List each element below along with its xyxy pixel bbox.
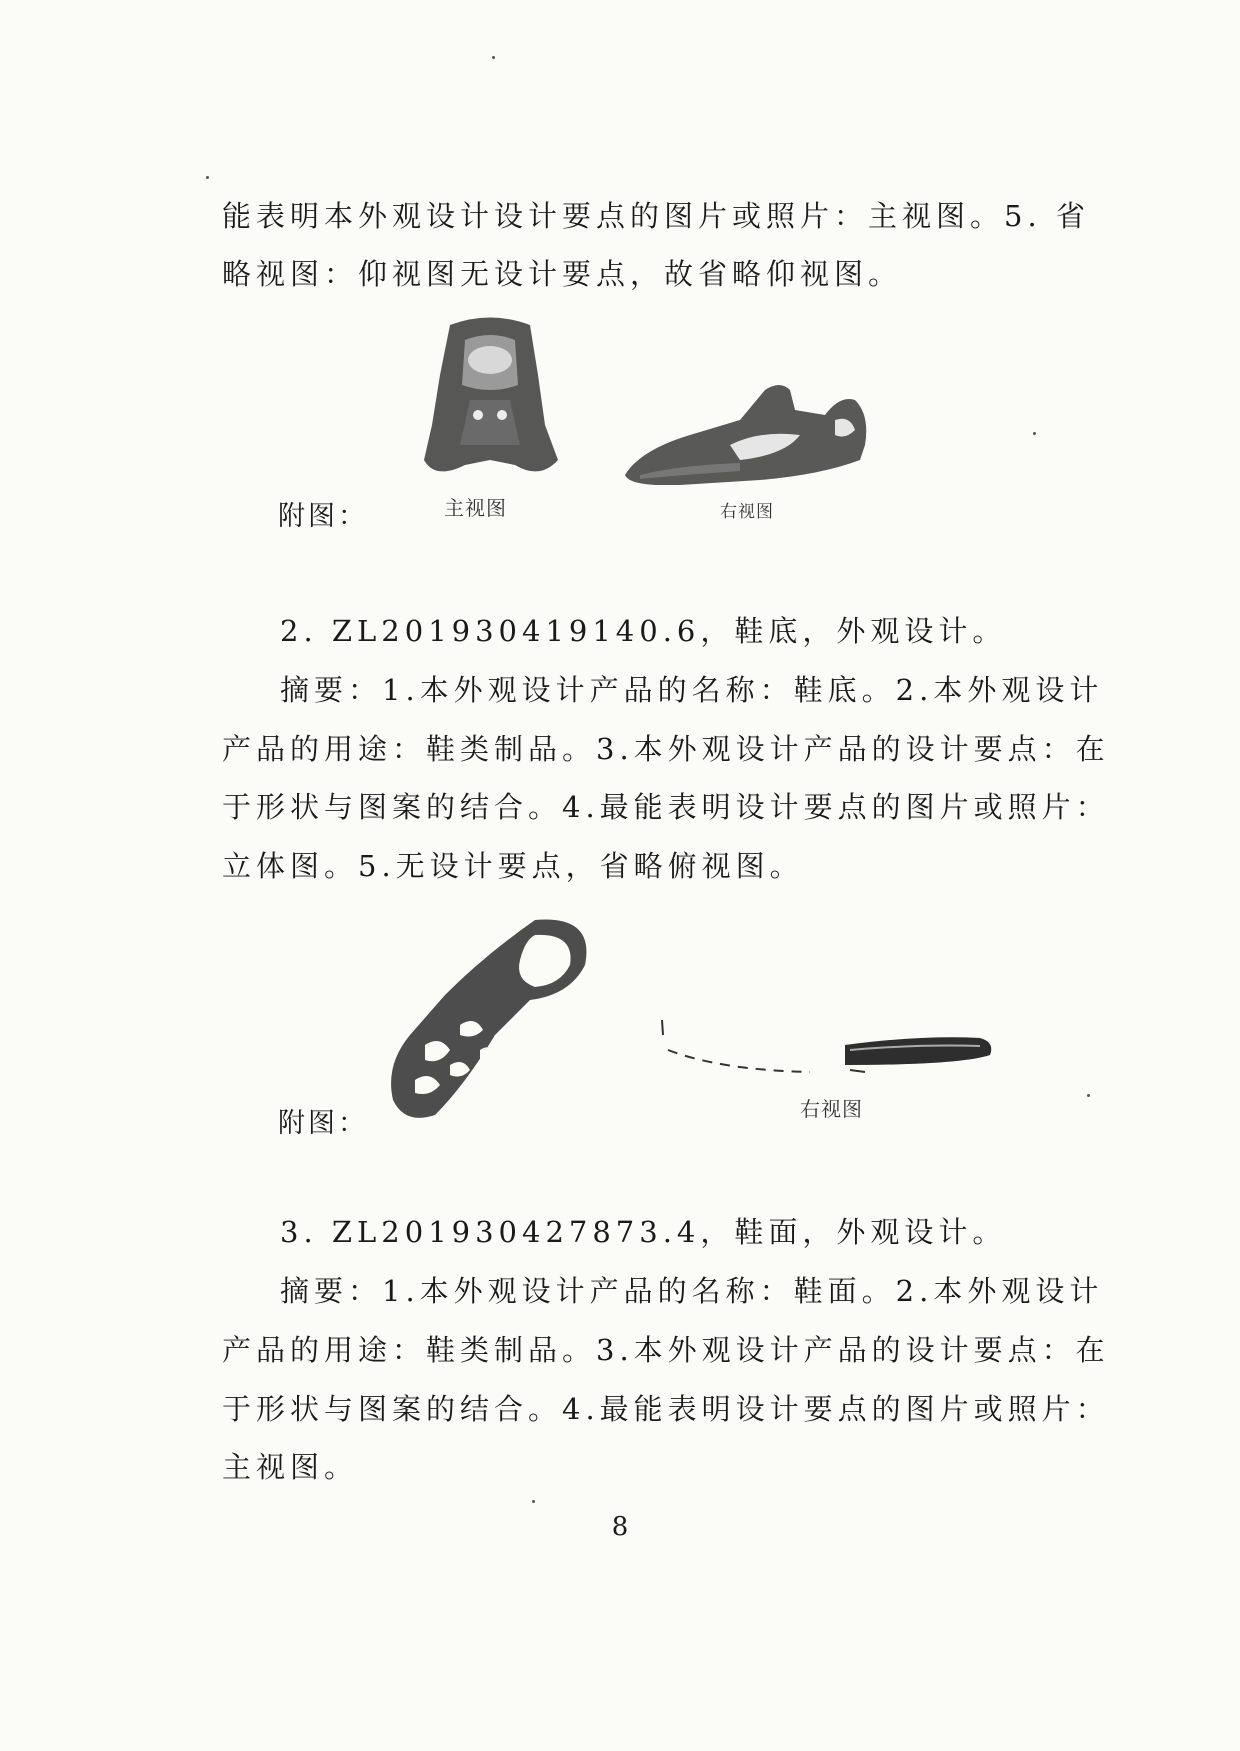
section1-line1: 能表明本外观设计设计要点的图片或照片：主视图。5. 省 [222, 199, 1090, 233]
shoe-front-view-figure [420, 315, 560, 480]
scan-speck [1087, 1094, 1090, 1097]
page-number: 8 [611, 1512, 629, 1542]
scan-speck [532, 1500, 535, 1503]
section3-abstract-line2: 产品的用途：鞋类制品。3.本外观设计产品的设计要点：在 [222, 1333, 1110, 1367]
scan-speck [206, 176, 209, 179]
section2-figure-label: 附图： [278, 1108, 368, 1139]
section2-abstract-line4: 立体图。5.无设计要点，省略俯视图。 [222, 849, 804, 883]
section3-title: 3. ZL201930427873.4，鞋面，外观设计。 [280, 1215, 1007, 1249]
sole-right-view-figure [660, 1020, 1000, 1080]
front-view-caption: 主视图 [444, 496, 507, 520]
section2-abstract-line3: 于形状与图案的结合。4.最能表明设计要点的图片或照片： [222, 790, 1110, 824]
section1-figure-label: 附图： [278, 501, 368, 532]
scan-speck [1033, 432, 1036, 435]
section1-line2: 略视图：仰视图无设计要点，故省略仰视图。 [222, 257, 903, 291]
shoe-right-view-figure [620, 375, 875, 485]
section3-abstract-line3: 于形状与图案的结合。4.最能表明设计要点的图片或照片： [222, 1392, 1110, 1426]
sole-right-view-caption: 右视图 [800, 1097, 863, 1121]
section2-title: 2. ZL201930419140.6，鞋底，外观设计。 [280, 614, 1007, 648]
section3-abstract-line1: 摘要：1.本外观设计产品的名称：鞋面。2.本外观设计 [280, 1274, 1104, 1308]
right-view-caption: 右视图 [720, 502, 774, 522]
section3-abstract-line4: 主视图。 [222, 1450, 359, 1484]
sole-perspective-figure [385, 915, 595, 1125]
scan-speck [492, 56, 495, 59]
section2-abstract-line2: 产品的用途：鞋类制品。3.本外观设计产品的设计要点：在 [222, 732, 1110, 766]
section2-abstract-line1: 摘要：1.本外观设计产品的名称：鞋底。2.本外观设计 [280, 673, 1104, 707]
